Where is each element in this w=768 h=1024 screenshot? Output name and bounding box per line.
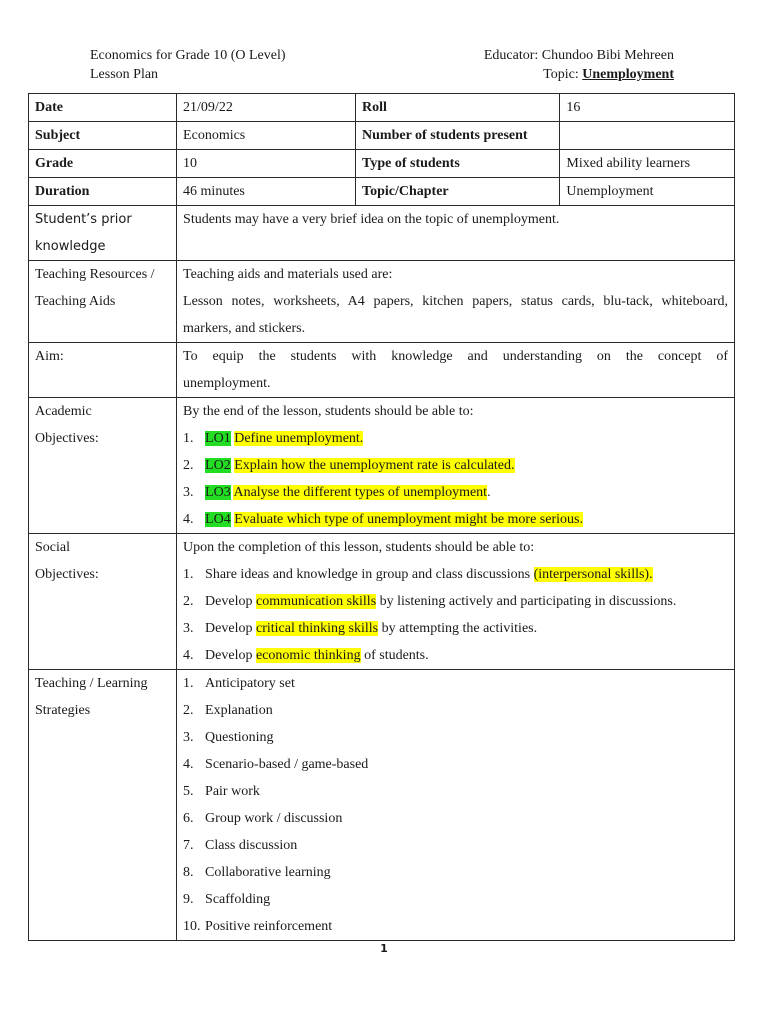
objective-suffix: . <box>487 485 491 500</box>
resources-list-line-2: markers, and stickers. <box>183 321 306 336</box>
list-item <box>183 670 728 697</box>
list-number: 4. <box>183 648 194 663</box>
row-aim <box>29 343 735 398</box>
row-social-objectives <box>29 534 735 670</box>
subject-label: Subject <box>29 122 177 150</box>
objective-text: Define unemployment. <box>234 431 364 446</box>
topic-value: Unemployment <box>582 67 674 82</box>
social-intro: Upon the completion of this lesson, students should be able to: <box>183 540 535 555</box>
strategy-text: Explanation <box>205 703 273 718</box>
row-subject <box>29 122 735 150</box>
row-resources <box>29 261 735 343</box>
strategies-content <box>177 670 735 941</box>
strategy-text: Anticipatory set <box>205 676 295 691</box>
objective-text: Share ideas and knowledge in group and class discussions <box>205 567 534 582</box>
list-number: 3. <box>183 730 194 745</box>
strategy-text: Scaffolding <box>205 892 271 907</box>
grade-label: Grade <box>29 150 177 178</box>
academic-intro: By the end of the lesson, students should be able to: <box>183 404 474 419</box>
social-label-line-1: Social <box>35 540 70 555</box>
highlighted-skill: critical thinking skills <box>255 621 379 636</box>
academic-objectives-list <box>183 425 728 533</box>
subject-value: Economics <box>177 122 356 150</box>
list-number: 3. <box>183 621 194 636</box>
lesson-plan-table <box>28 93 735 941</box>
list-number: 1. <box>183 676 194 691</box>
list-number: 6. <box>183 811 194 826</box>
row-grade <box>29 150 735 178</box>
academic-objectives-label <box>29 398 177 534</box>
strategies-label-line-2: Strategies <box>35 703 91 718</box>
strategy-text: Pair work <box>205 784 260 799</box>
strategy-text: Collaborative learning <box>205 865 331 880</box>
strategies-label <box>29 670 177 941</box>
prior-knowledge-label <box>29 206 177 261</box>
highlighted-skill: (interpersonal skills). <box>533 567 653 582</box>
lo-code: LO3 <box>205 485 231 500</box>
student-type-label: Type of students <box>356 150 560 178</box>
social-label-line-2: Objectives: <box>35 567 99 582</box>
row-duration <box>29 178 735 206</box>
prior-label-line-1: Student’s prior <box>35 212 132 227</box>
list-item <box>183 805 728 832</box>
aim-content <box>177 343 735 398</box>
list-number: 1. <box>183 567 194 582</box>
aim-label: Aim: <box>29 343 177 398</box>
list-item <box>183 479 728 506</box>
course-title: Economics for Grade 10 (O Level) <box>90 48 286 63</box>
strategy-text: Class discussion <box>205 838 298 853</box>
lo-code: LO4 <box>205 512 231 527</box>
objective-text: Develop <box>205 621 256 636</box>
students-present-value <box>560 122 735 150</box>
prior-knowledge-text: Students may have a very brief idea on the topic of unemployment. <box>177 206 735 261</box>
chapter-value: Unemployment <box>560 178 735 206</box>
list-item <box>183 886 728 913</box>
resources-label-line-1: Teaching Resources / <box>35 267 155 282</box>
header-right <box>484 46 674 84</box>
aim-line-2: unemployment. <box>183 376 271 391</box>
duration-value: 46 minutes <box>177 178 356 206</box>
date-label: Date <box>29 94 177 122</box>
topic-line <box>484 65 674 84</box>
aim-line-1: To equip the students with knowledge and understanding on the concept of <box>183 349 728 364</box>
lo-code: LO1 <box>205 431 231 446</box>
list-number: 2. <box>183 458 194 473</box>
highlighted-skill: economic thinking <box>255 648 361 663</box>
objective-text: Develop <box>205 594 256 609</box>
topic-label: Topic: <box>543 67 583 82</box>
highlighted-skill: communication skills <box>255 594 377 609</box>
academic-label-line-2: Objectives: <box>35 431 99 446</box>
row-strategies <box>29 670 735 941</box>
objective-text: Analyse the different types of unemployment <box>233 485 488 500</box>
list-number: 7. <box>183 838 194 853</box>
list-number: 8. <box>183 865 194 880</box>
resources-content <box>177 261 735 343</box>
objective-text: Explain how the unemployment rate is calculated. <box>234 458 515 473</box>
list-item <box>183 588 728 615</box>
strategies-list <box>183 670 728 940</box>
objective-suffix: by listening actively and participating in discussions. <box>376 594 677 609</box>
page-number: 1 <box>380 942 388 955</box>
objective-text: Evaluate which type of unemployment might be more serious. <box>234 512 583 527</box>
list-item <box>183 913 728 940</box>
roll-value: 16 <box>560 94 735 122</box>
list-number: 4. <box>183 757 194 772</box>
list-item <box>183 425 728 452</box>
row-prior-knowledge <box>29 206 735 261</box>
grade-value: 10 <box>177 150 356 178</box>
list-number: 5. <box>183 784 194 799</box>
list-item <box>183 561 728 588</box>
row-academic-objectives <box>29 398 735 534</box>
student-type-value: Mixed ability learners <box>560 150 735 178</box>
document-type: Lesson Plan <box>90 67 159 82</box>
resources-intro: Teaching aids and materials used are: <box>183 267 393 282</box>
objective-suffix: by attempting the activities. <box>378 621 538 636</box>
academic-label-line-1: Academic <box>35 404 92 419</box>
list-number: 4. <box>183 512 194 527</box>
duration-label: Duration <box>29 178 177 206</box>
social-objectives-label <box>29 534 177 670</box>
students-present-label: Number of students present <box>356 122 560 150</box>
date-value: 21/09/22 <box>177 94 356 122</box>
header-left <box>90 46 286 84</box>
list-item <box>183 506 728 533</box>
list-item <box>183 724 728 751</box>
roll-label: Roll <box>356 94 560 122</box>
list-item <box>183 859 728 886</box>
list-number: 3. <box>183 485 194 500</box>
prior-label-line-2: knowledge <box>35 239 106 254</box>
strategy-text: Scenario-based / game-based <box>205 757 369 772</box>
row-date-roll <box>29 94 735 122</box>
list-number: 9. <box>183 892 194 907</box>
list-item <box>183 642 728 669</box>
list-number: 2. <box>183 594 194 609</box>
list-item <box>183 697 728 724</box>
strategy-text: Group work / discussion <box>205 811 343 826</box>
list-item <box>183 832 728 859</box>
list-item <box>183 615 728 642</box>
objective-text: Develop <box>205 648 256 663</box>
list-item <box>183 778 728 805</box>
list-number: 1. <box>183 431 194 446</box>
list-number: 10. <box>183 919 201 934</box>
educator-name: Educator: Chundoo Bibi Mehreen <box>483 48 674 63</box>
social-objectives-content <box>177 534 735 670</box>
lo-code: LO2 <box>205 458 231 473</box>
resources-label <box>29 261 177 343</box>
list-item <box>183 452 728 479</box>
objective-suffix: of students. <box>360 648 429 663</box>
strategy-text: Questioning <box>205 730 274 745</box>
resources-list-line-1: Lesson notes, worksheets, A4 papers, kitchen papers, status cards, blu-tack, whiteboard, <box>183 294 728 309</box>
chapter-label: Topic/Chapter <box>356 178 560 206</box>
social-objectives-list <box>183 561 728 669</box>
academic-objectives-content <box>177 398 735 534</box>
list-item <box>183 751 728 778</box>
list-number: 2. <box>183 703 194 718</box>
resources-label-line-2: Teaching Aids <box>35 294 116 309</box>
strategy-text: Positive reinforcement <box>205 919 333 934</box>
strategies-label-line-1: Teaching / Learning <box>35 676 148 691</box>
